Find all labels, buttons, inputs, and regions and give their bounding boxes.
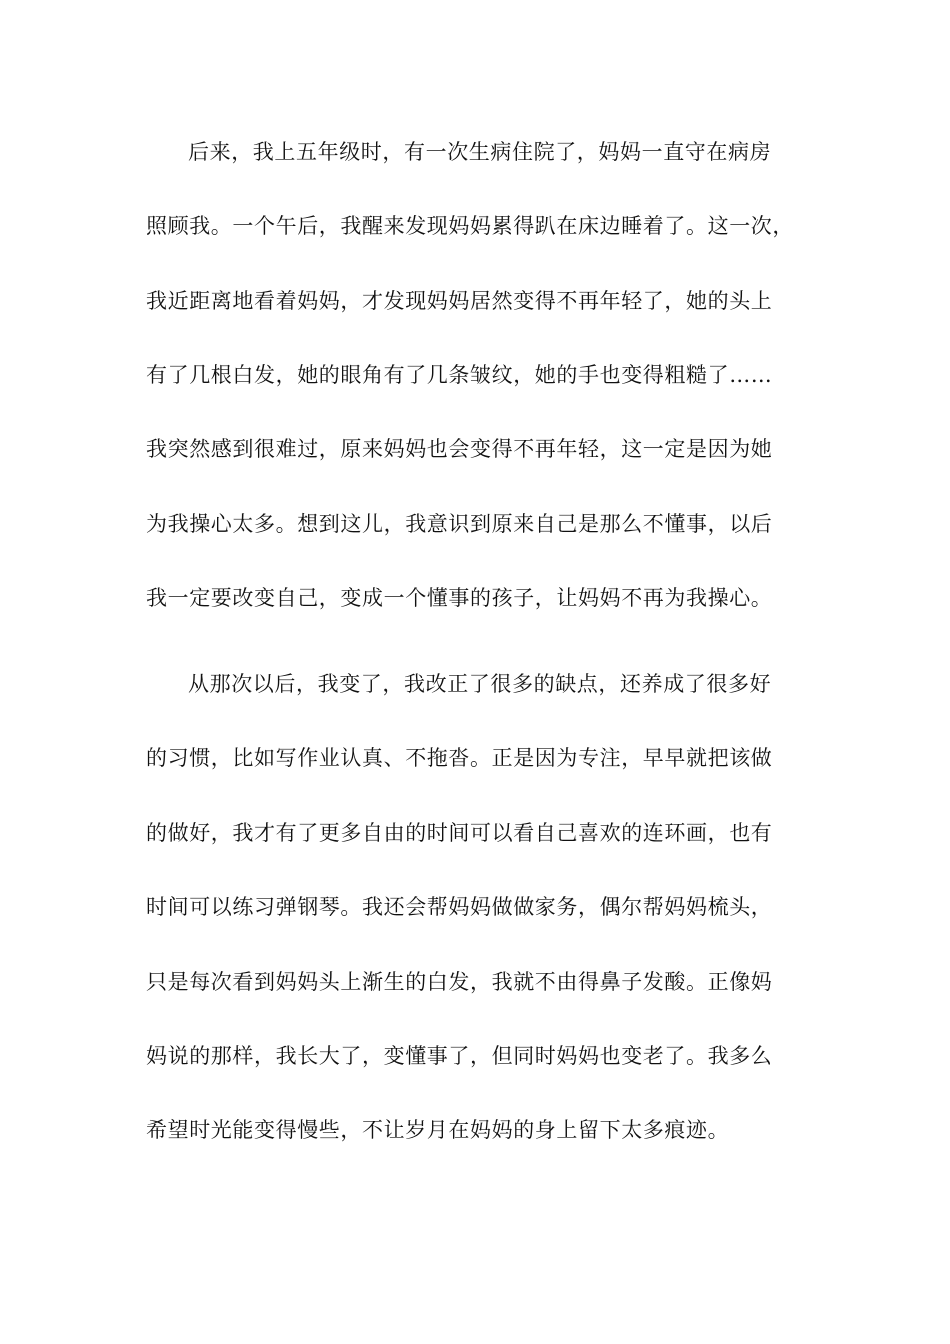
paragraph-line: 时间可以练习弹钢琴。我还会帮妈妈做做家务，偶尔帮妈妈梳头， [146,895,773,919]
paragraph-line: 只是每次看到妈妈头上渐生的白发，我就不由得鼻子发酸。正像妈 [146,970,773,994]
paragraph-line: 我一定要改变自己，变成一个懂事的孩子，让妈妈不再为我操心。 [146,586,773,610]
paragraph-line: 我近距离地看着妈妈，才发现妈妈居然变得不再年轻了，她的头上 [146,289,773,313]
paragraph-line: 后来，我上五年级时，有一次生病住院了，妈妈一直守在病房 [188,140,772,164]
paragraph-line: 的做好，我才有了更多自由的时间可以看自己喜欢的连环画，也有 [146,821,773,845]
paragraph-line: 的习惯，比如写作业认真、不拖沓。正是因为专注，早早就把该做 [146,746,773,770]
paragraph-line: 从那次以后，我变了，我改正了很多的缺点，还养成了很多好 [188,672,772,696]
paragraph-line: 照顾我。一个午后，我醒来发现妈妈累得趴在床边睡着了。这一次， [146,214,794,238]
paragraph-line: 希望时光能变得慢些，不让岁月在妈妈的身上留下太多痕迹。 [146,1118,730,1142]
paragraph-line: 妈说的那样，我长大了，变懂事了，但同时妈妈也变老了。我多么 [146,1044,773,1068]
paragraph-line: 有了几根白发，她的眼角有了几条皱纹，她的手也变得粗糙了…… [146,363,773,387]
paragraph-line: 为我操心太多。想到这儿，我意识到原来自己是那么不懂事，以后 [146,512,773,536]
paragraph-line: 我突然感到很难过，原来妈妈也会变得不再年轻，这一定是因为她 [146,437,773,461]
